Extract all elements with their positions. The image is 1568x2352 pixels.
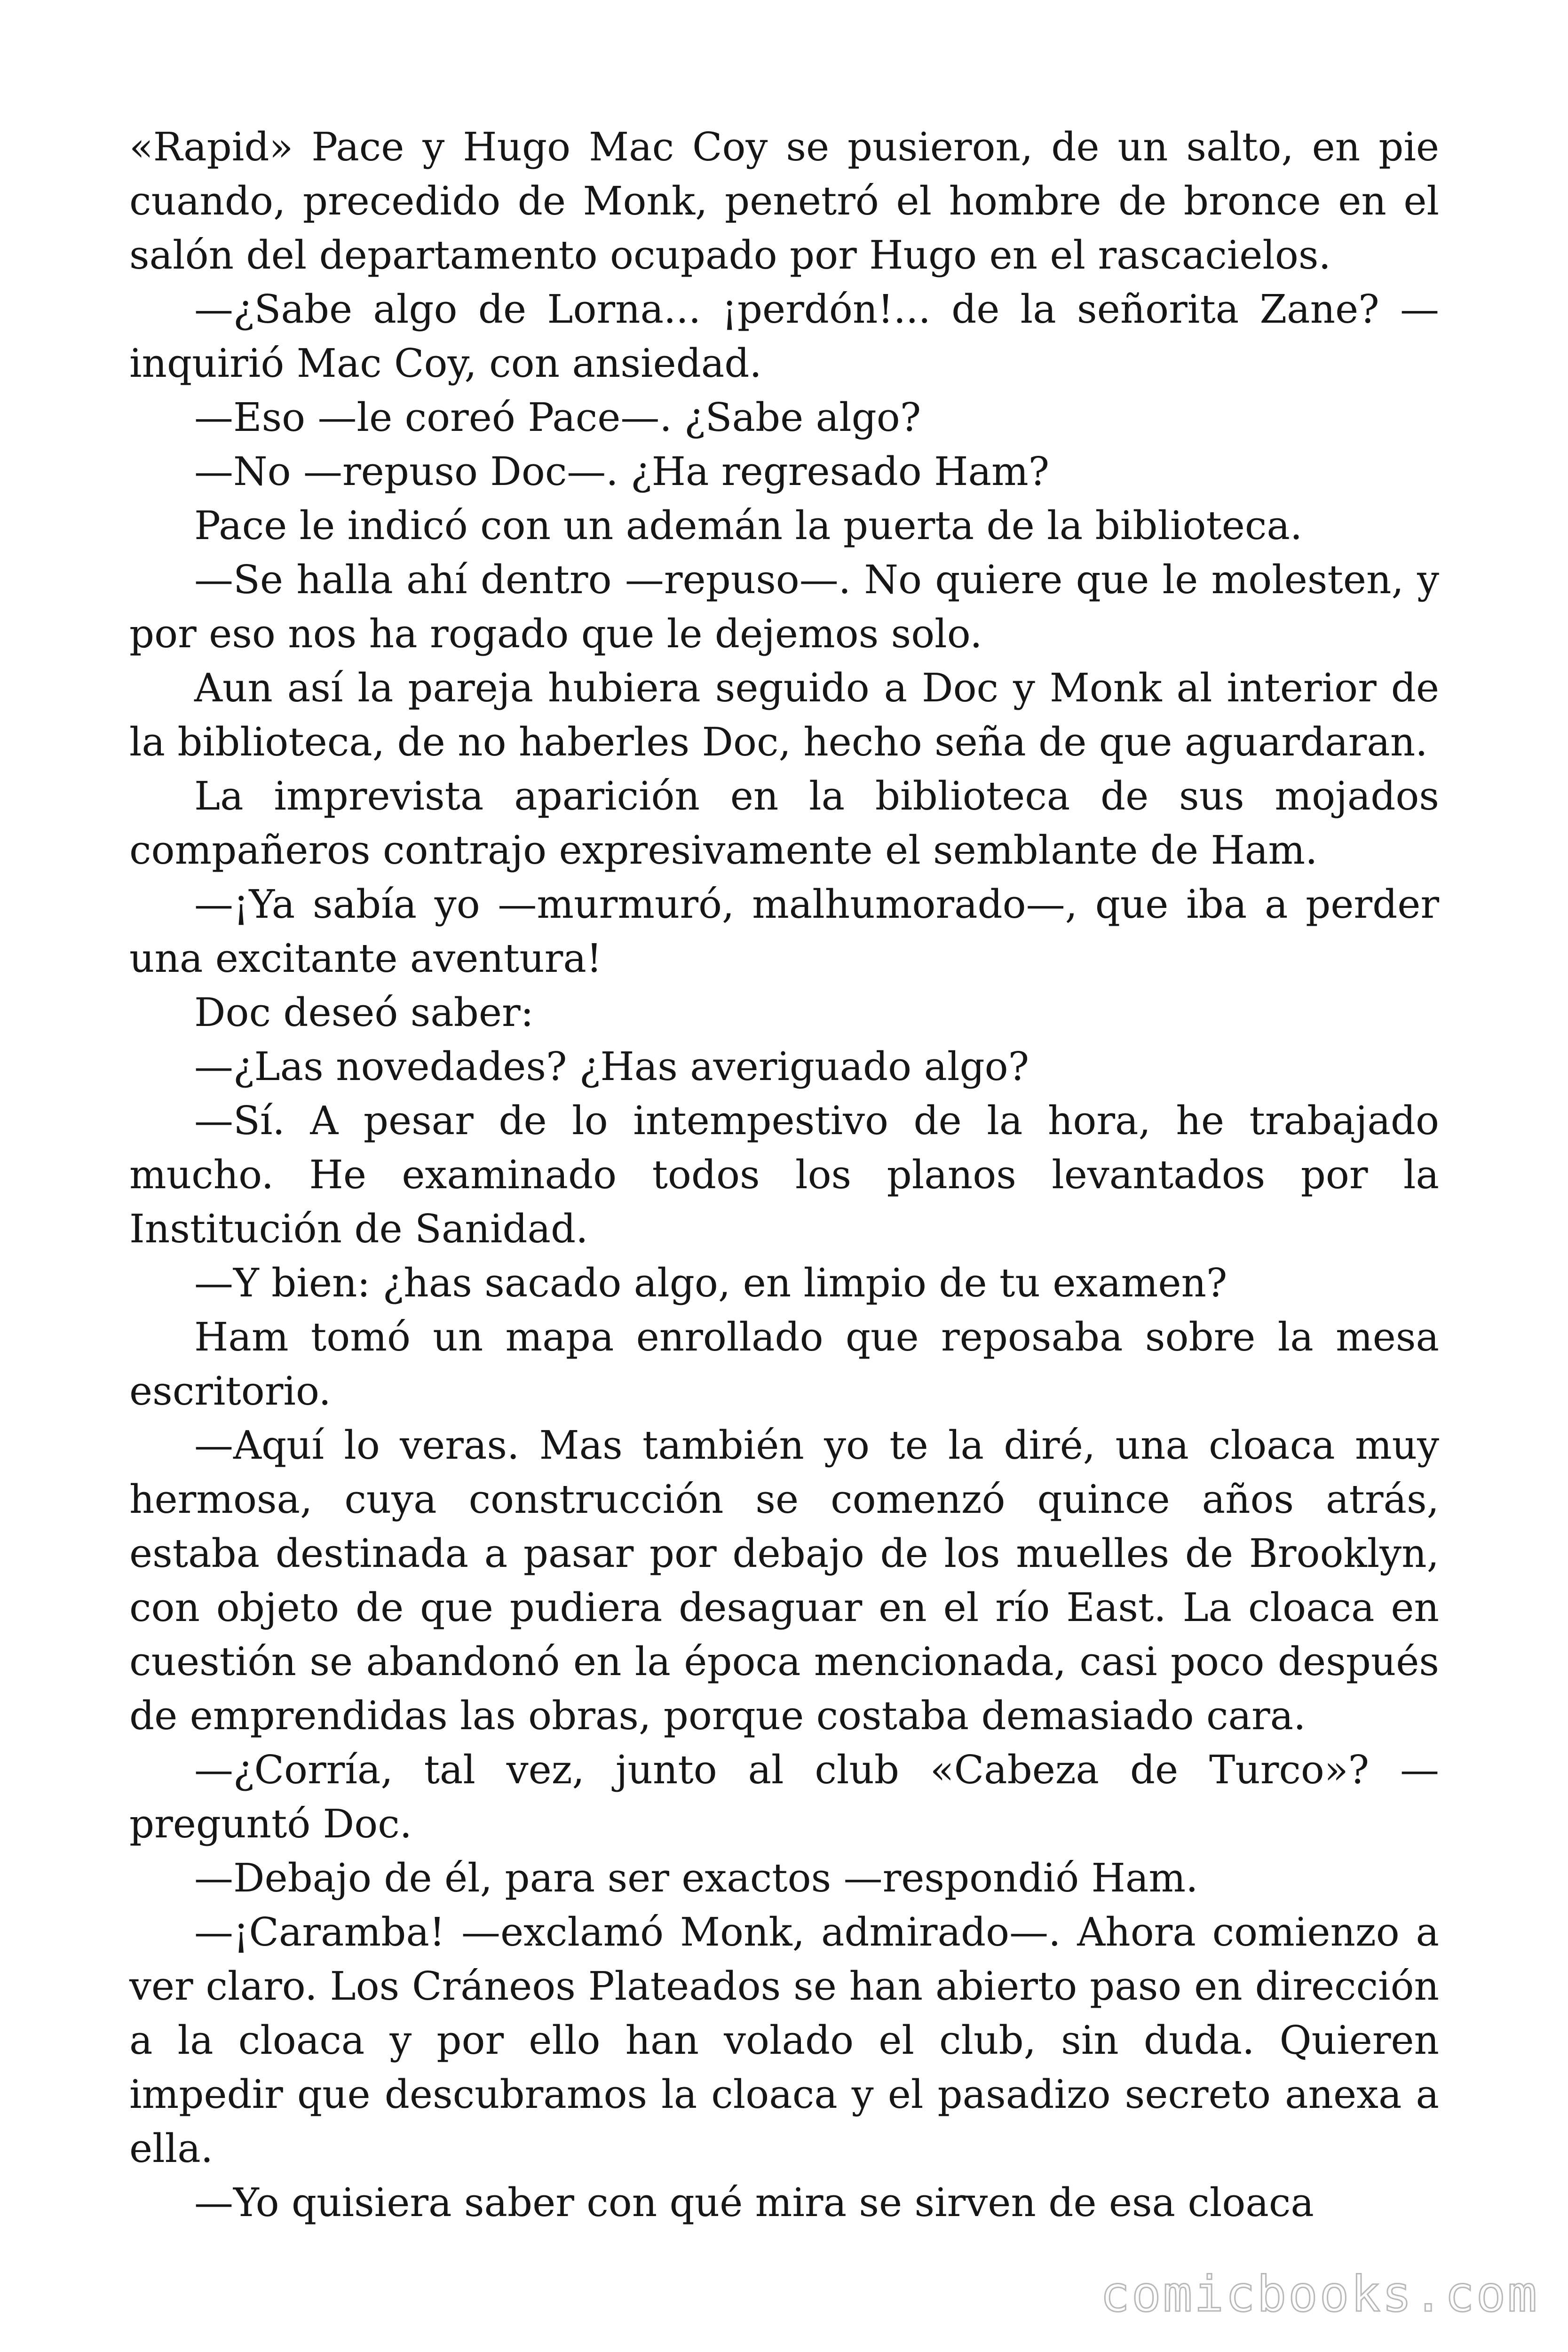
paragraph: —¿Las novedades? ¿Has averiguado algo? [194, 1044, 1029, 1089]
paragraph: Aun así la pareja hubiera seguido a Doc y Monk al interior de la biblioteca, de no haberles Doc, hecho seña de que aguardaran. [129, 665, 1439, 765]
body-text [129, 120, 1439, 2230]
paragraph: —Se halla ahí dentro —repuso—. No quiere que le molesten, y por eso nos ha rogado que le dejemos solo. [129, 557, 1439, 657]
paragraph: Doc deseó saber: [194, 990, 534, 1035]
paragraph: La imprevista aparición en la biblioteca de sus mojados compañeros contrajo expresivamente el semblante de Ham. [129, 773, 1439, 873]
paragraph: —Sí. A pesar de lo intempestivo de la hora, he trabajado mucho. He examinado todos los planos levantados por la Institución de Sanidad. [129, 1098, 1439, 1252]
paragraph: —Yo quisiera saber con qué mira se sirven de esa cloaca [194, 2180, 1314, 2225]
paragraph: —Debajo de él, para ser exactos —respondió Ham. [194, 1855, 1198, 1901]
paragraph: —Eso —le coreó Pace—. ¿Sabe algo? [194, 395, 921, 440]
paragraph: —No —repuso Doc—. ¿Ha regresado Ham? [194, 449, 1050, 494]
paragraph: Ham tomó un mapa enrollado que reposaba sobre la mesa escritorio. [129, 1314, 1439, 1414]
paragraph: Pace le indicó con un ademán la puerta de la biblioteca. [194, 503, 1303, 548]
paragraph: —Y bien: ¿has sacado algo, en limpio de tu examen? [194, 1260, 1227, 1306]
paragraph: —¡Ya sabía yo —murmuró, malhumorado—, que iba a perder una excitante aventura! [129, 882, 1439, 981]
watermark: comicbooks.com [1100, 2265, 1539, 2323]
paragraph: —¿Sabe algo de Lorna... ¡perdón!... de la señorita Zane? —inquirió Mac Coy, con ansiedad. [129, 286, 1439, 386]
paragraph: —Aquí lo veras. Mas también yo te la diré, una cloaca muy hermosa, cuya construcción se comenzó quince años atrás, estaba destinada a pasar por debajo de los muelles de Brooklyn, con objeto de que pudiera desaguar en el río East. La cloaca en cuestión se abandonó en la época mencionada, casi poco después de emprendidas las obras, porque costaba demasiado cara. [129, 1422, 1439, 1739]
paragraph: —¡Caramba! —exclamó Monk, admirado—. Ahora comienzo a ver claro. Los Cráneos Plateados se han abierto paso en dirección a la cloaca y por ello han volado el club, sin duda. Quieren impedir que descubramos la cloaca y el pasadizo secreto anexa a ella. [129, 1909, 1439, 2171]
paragraph: «Rapid» Pace y Hugo Mac Coy se pusieron, de un salto, en pie cuando, precedido de Monk, penetró el hombre de bronce en el salón del departamento ocupado por Hugo en el rascacielos. [129, 124, 1439, 278]
paragraph: —¿Corría, tal vez, junto al club «Cabeza de Turco»? —preguntó Doc. [129, 1747, 1439, 1847]
